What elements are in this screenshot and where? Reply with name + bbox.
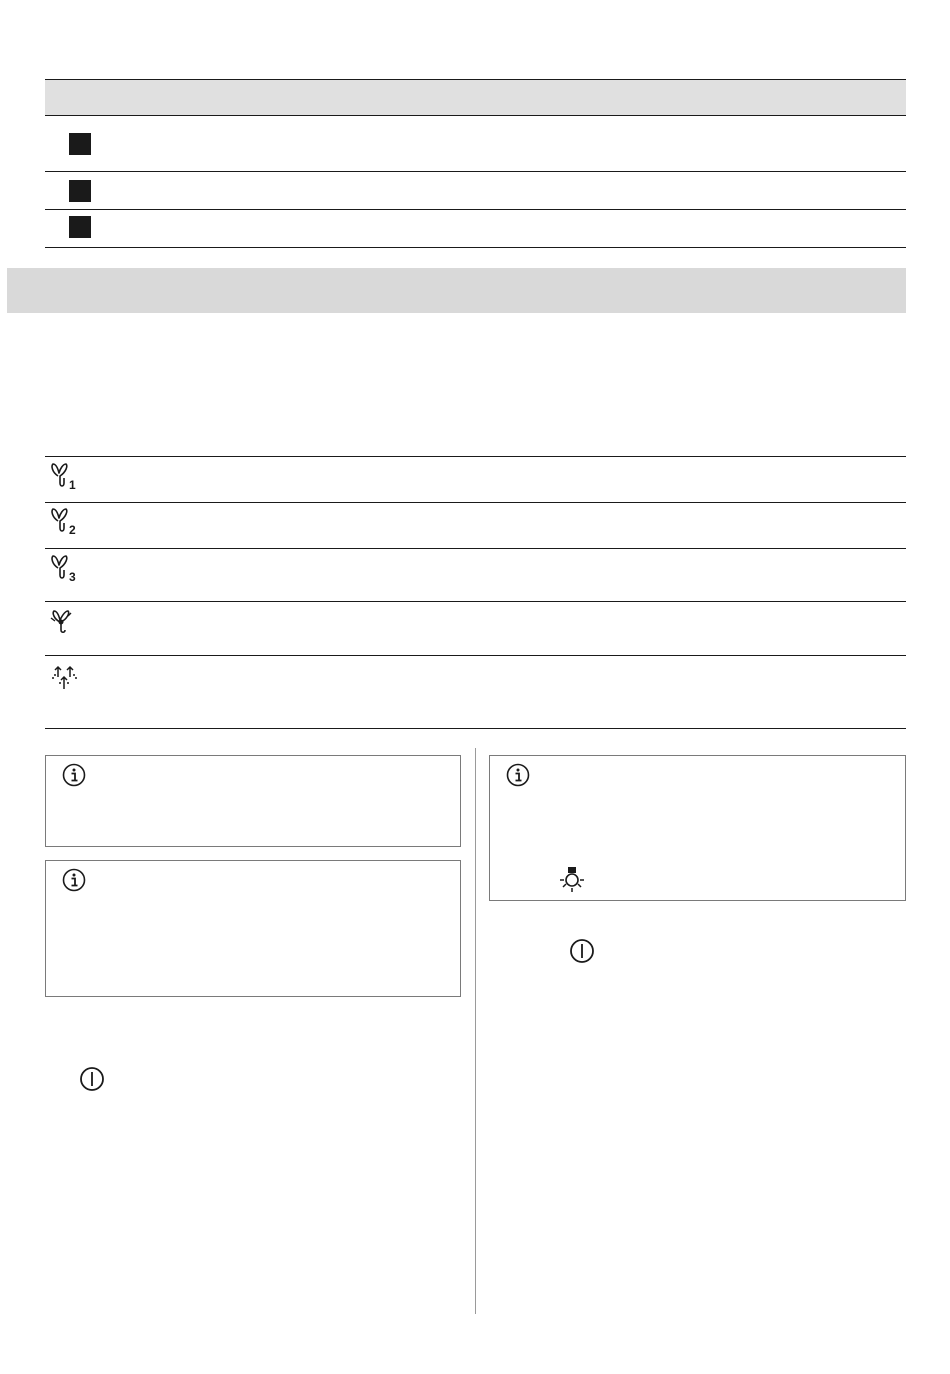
fan-speed-1-icon <box>48 462 80 492</box>
column-divider <box>475 748 476 1314</box>
fan-boost-icon <box>48 608 80 638</box>
table-header <box>45 80 906 115</box>
table-row-rule <box>45 247 906 248</box>
symbol-table-rule <box>45 502 906 503</box>
info-note-box <box>489 755 906 901</box>
symbol-table-rule <box>45 728 906 729</box>
symbol-table-rule <box>45 601 906 602</box>
fan-speed-2-icon <box>48 507 80 537</box>
svg-text:3: 3 <box>69 570 76 584</box>
extraction-icon <box>48 663 80 693</box>
symbol-table-rule <box>45 655 906 656</box>
info-icon <box>62 868 86 892</box>
power-icon <box>79 1066 105 1092</box>
symbol-table-rule <box>45 456 906 457</box>
light-icon <box>558 866 586 894</box>
svg-text:1: 1 <box>69 478 76 492</box>
info-note-box <box>45 755 461 847</box>
row-marker-square <box>69 133 91 155</box>
fan-speed-3-icon <box>48 554 80 584</box>
info-note-box <box>45 860 461 997</box>
info-icon <box>62 763 86 787</box>
symbol-table-rule <box>45 548 906 549</box>
section-header-bar <box>7 268 906 313</box>
row-marker-square <box>69 180 91 202</box>
info-icon <box>506 763 530 787</box>
table-row-rule <box>45 209 906 210</box>
power-icon <box>569 938 595 964</box>
svg-text:2: 2 <box>69 523 76 537</box>
row-marker-square <box>69 216 91 238</box>
table-header-rule <box>45 115 906 116</box>
table-row-rule <box>45 171 906 172</box>
